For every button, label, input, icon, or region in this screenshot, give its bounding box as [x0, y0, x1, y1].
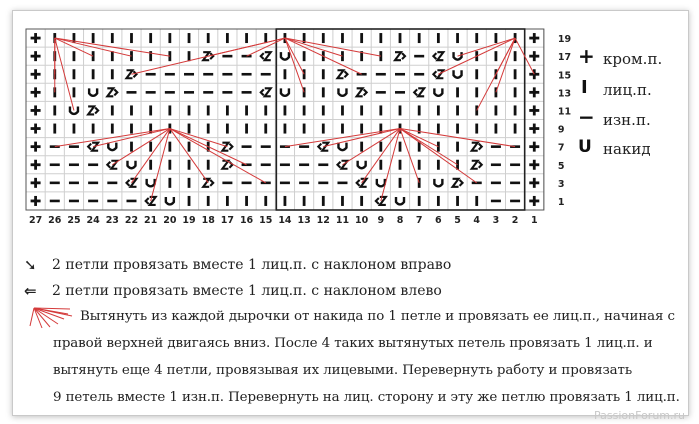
yarn-over-icon	[358, 161, 366, 169]
purl-stitch-icon	[318, 182, 328, 185]
knit-stitch-icon	[495, 105, 498, 115]
knit-stitch-icon	[514, 105, 517, 115]
right-slant-decrease-icon	[395, 52, 405, 60]
pull-through-line	[438, 38, 515, 74]
column-number: 27	[28, 215, 43, 226]
row-number: 1	[557, 196, 565, 208]
purl-stitch-icon	[395, 91, 405, 94]
knit-stitch-icon	[322, 124, 325, 134]
column-number: 2	[511, 215, 519, 226]
knit-stitch-icon	[168, 178, 171, 188]
knit-stitch-icon	[360, 33, 363, 43]
yarn-over-icon	[338, 88, 346, 96]
knit-stitch-icon	[322, 105, 325, 115]
purl-stitch-icon	[491, 182, 501, 185]
column-number: 4	[473, 215, 481, 226]
purl-stitch-icon	[510, 200, 520, 203]
knit-stitch-icon	[303, 196, 306, 206]
knit-stitch-icon	[188, 160, 191, 170]
knit-stitch-icon	[360, 105, 363, 115]
purl-stitch-icon	[242, 182, 252, 185]
purl-stitch-icon	[242, 91, 252, 94]
edge-stitch-icon	[533, 142, 536, 152]
purl-stitch-icon: −	[578, 105, 595, 129]
left-slant-decrease-icon	[261, 88, 271, 96]
edge-stitch-icon	[533, 124, 536, 134]
column-number: 8	[396, 215, 404, 226]
edge-stitch-icon	[34, 142, 37, 152]
row-number: 9	[557, 124, 565, 136]
knit-stitch-icon	[264, 33, 267, 43]
key-description-line-3: вытянуть еще 4 петли, провязывая их лицевыми. Перевернуть работу и провязать	[53, 363, 633, 378]
column-number: 18	[201, 215, 215, 226]
column-number: 13	[297, 215, 311, 226]
edge-stitch-icon	[34, 178, 37, 188]
knit-stitch-icon	[322, 69, 325, 79]
pull-through-fan-icon	[28, 306, 74, 330]
row-number: 19	[557, 34, 572, 46]
purl-stitch-icon	[299, 182, 309, 185]
legend-label-purl: изн.п.	[603, 111, 651, 129]
column-number: 3	[492, 215, 500, 226]
knit-stitch-icon	[130, 142, 133, 152]
right-slant-decrease-icon	[337, 70, 347, 78]
knit-stitch-icon	[456, 105, 459, 115]
column-number: 17	[220, 215, 235, 226]
edge-stitch-icon	[34, 33, 37, 43]
edge-stitch-icon	[34, 69, 37, 79]
knit-stitch-icon	[322, 87, 325, 97]
yarn-over-icon	[108, 143, 116, 151]
knit-stitch-icon	[188, 196, 191, 206]
legend-label-knit: лиц.п.	[603, 81, 652, 99]
purl-stitch-icon	[491, 145, 501, 148]
yarn-over-icon	[127, 161, 135, 169]
left-slant-decrease-icon	[414, 88, 424, 96]
edge-stitch-icon	[533, 33, 536, 43]
knit-stitch-icon	[437, 33, 440, 43]
knit-stitch-icon	[379, 142, 382, 152]
purl-stitch-icon	[203, 91, 213, 94]
right-slant-decrease-icon	[453, 179, 463, 187]
knit-stitch-icon	[111, 124, 114, 134]
purl-stitch-icon	[376, 91, 386, 94]
knit-stitch-icon	[92, 33, 95, 43]
knit-stitch-icon	[188, 124, 191, 134]
knit-stitch-icon	[245, 33, 248, 43]
knit-stitch-icon	[245, 196, 248, 206]
knit-stitch-icon	[284, 69, 287, 79]
edge-stitch-icon	[533, 51, 536, 61]
knit-stitch-icon	[73, 51, 76, 61]
knit-stitch-icon	[437, 196, 440, 206]
knit-stitch-icon	[514, 87, 517, 97]
yarn-over-icon	[147, 179, 155, 187]
purl-stitch-icon	[184, 73, 194, 76]
purl-stitch-icon	[146, 73, 156, 76]
key-description-line-2: правой верхней двигаясь вниз. После 4 таких вытянутых петель провязать 1 лиц.п. и	[53, 336, 653, 351]
knit-stitch-icon	[73, 69, 76, 79]
yarn-over-icon: U	[578, 137, 592, 157]
column-number: 11	[335, 215, 350, 226]
knit-stitch-icon	[456, 124, 459, 134]
knit-stitch-icon	[514, 51, 517, 61]
purl-stitch-icon	[337, 182, 347, 185]
edge-stitch-icon: +	[578, 44, 595, 68]
knit-stitch-icon	[475, 87, 478, 97]
purl-stitch-icon	[491, 200, 501, 203]
yarn-over-icon	[166, 197, 174, 205]
yarn-over-icon	[338, 143, 346, 151]
knit-stitch-icon	[168, 105, 171, 115]
knit-stitch-icon	[379, 160, 382, 170]
knit-stitch-icon	[92, 69, 95, 79]
right-slant-decrease-icon: ➘	[24, 256, 37, 274]
right-slant-decrease-icon	[88, 106, 98, 114]
yarn-over-icon	[377, 179, 385, 187]
knit-stitch-icon	[264, 196, 267, 206]
edge-stitch-icon	[34, 160, 37, 170]
column-number: 23	[105, 215, 119, 226]
knit-stitch-icon	[284, 196, 287, 206]
knit-stitch-icon	[475, 33, 478, 43]
knit-stitch-icon	[73, 124, 76, 134]
column-number: 14	[278, 215, 292, 226]
knit-stitch-icon	[168, 33, 171, 43]
knit-stitch-icon	[188, 142, 191, 152]
purl-stitch-icon	[69, 182, 79, 185]
purl-stitch-icon	[88, 200, 98, 203]
left-slant-decrease-icon: ⇐	[24, 282, 37, 300]
right-slant-decrease-icon	[107, 88, 117, 96]
purl-stitch-icon	[222, 91, 232, 94]
left-slant-decrease-icon	[261, 52, 271, 60]
knit-stitch-icon	[514, 69, 517, 79]
watermark: PassionForum.ru	[594, 409, 685, 422]
row-number: 15	[557, 70, 572, 82]
knit-stitch-icon	[149, 105, 152, 115]
column-number: 15	[259, 215, 273, 226]
purl-stitch-icon	[69, 200, 79, 203]
knit-stitch-icon	[111, 105, 114, 115]
yarn-over-icon	[281, 88, 289, 96]
legend-label-yarn-over: накид	[603, 140, 651, 158]
column-number: 6	[435, 215, 442, 226]
purl-stitch-icon	[50, 163, 60, 166]
purl-stitch-icon	[222, 182, 232, 185]
purl-stitch-icon	[280, 163, 290, 166]
knit-stitch-icon	[188, 105, 191, 115]
purl-stitch-icon	[299, 145, 309, 148]
knit-stitch-icon	[226, 33, 229, 43]
knit-stitch-icon	[226, 124, 229, 134]
yarn-over-icon	[89, 88, 97, 96]
knit-stitch-icon	[53, 124, 56, 134]
key-left-slant: 2 петли провязать вместе 1 лиц.п. с наклоном влево	[52, 283, 442, 299]
purl-stitch-icon	[280, 182, 290, 185]
knit-stitch-icon	[226, 196, 229, 206]
edge-stitch-icon	[34, 105, 37, 115]
purl-stitch-icon	[242, 73, 252, 76]
knit-stitch-icon	[399, 105, 402, 115]
knit-stitch-icon	[149, 160, 152, 170]
knit-stitch-icon	[437, 124, 440, 134]
column-number: 10	[355, 215, 369, 226]
knit-stitch-icon	[322, 33, 325, 43]
knit-stitch-icon	[341, 196, 344, 206]
purl-stitch-icon	[510, 182, 520, 185]
knit-stitch-icon	[399, 33, 402, 43]
knit-stitch-icon	[111, 69, 114, 79]
yarn-over-icon	[434, 88, 442, 96]
row-number: 17	[557, 52, 572, 64]
knit-stitch-icon	[284, 124, 287, 134]
edge-stitch-icon	[533, 196, 536, 206]
knit-stitch-icon	[245, 124, 248, 134]
knit-stitch-icon	[168, 142, 171, 152]
knit-stitch-icon	[73, 87, 76, 97]
purl-stitch-icon	[184, 91, 194, 94]
row-number: 5	[557, 160, 565, 172]
edge-stitch-icon	[34, 51, 37, 61]
pull-through-line	[170, 129, 247, 165]
knit-stitch-icon	[418, 105, 421, 115]
purl-stitch-icon	[107, 182, 117, 185]
right-slant-decrease-icon	[222, 161, 232, 169]
knit-stitch-icon	[437, 160, 440, 170]
purl-stitch-icon	[414, 55, 424, 58]
edge-stitch-icon	[34, 87, 37, 97]
edge-stitch-icon	[533, 87, 536, 97]
knit-stitch-icon	[303, 105, 306, 115]
knit-stitch-icon	[399, 160, 402, 170]
key-right-slant: 2 петли провязать вместе 1 лиц.п. с наклоном вправо	[52, 257, 452, 273]
knit-stitch-icon	[284, 105, 287, 115]
knit-stitch-icon	[360, 196, 363, 206]
right-slant-decrease-icon	[357, 88, 367, 96]
column-number: 7	[415, 215, 423, 226]
knit-stitch-icon	[475, 124, 478, 134]
knit-stitch-icon	[379, 105, 382, 115]
knit-stitch-icon	[341, 33, 344, 43]
purl-stitch-icon	[88, 163, 98, 166]
knit-stitch-icon	[418, 160, 421, 170]
purl-stitch-icon	[395, 73, 405, 76]
purl-stitch-icon	[318, 163, 328, 166]
knit-stitch-icon	[53, 105, 56, 115]
purl-stitch-icon	[414, 73, 424, 76]
purl-stitch-icon	[126, 91, 136, 94]
knit-stitch-icon: I	[581, 77, 588, 98]
key-description-line-4: 9 петель вместе 1 изн.п. Перевернуть на лиц. сторону и эту же петлю провязать 1 лиц.п.	[53, 390, 680, 405]
knit-stitch-icon	[379, 33, 382, 43]
knit-stitch-icon	[168, 160, 171, 170]
purl-stitch-icon	[88, 182, 98, 185]
column-number: 25	[67, 215, 81, 226]
yarn-over-icon	[281, 52, 289, 60]
knit-stitch-icon	[514, 124, 517, 134]
knit-stitch-icon	[130, 105, 133, 115]
knit-stitch-icon	[303, 124, 306, 134]
edge-stitch-icon	[533, 178, 536, 188]
knit-stitch-icon	[456, 196, 459, 206]
knit-stitch-icon	[226, 105, 229, 115]
column-number: 21	[144, 215, 158, 226]
knit-stitch-icon	[130, 124, 133, 134]
knit-stitch-icon	[495, 51, 498, 61]
right-slant-decrease-icon	[472, 143, 482, 151]
purl-stitch-icon	[510, 163, 520, 166]
knit-stitch-icon	[188, 178, 191, 188]
purl-stitch-icon	[146, 91, 156, 94]
purl-stitch-icon	[261, 145, 271, 148]
knit-stitch-icon	[456, 33, 459, 43]
right-slant-decrease-icon	[472, 161, 482, 169]
knit-stitch-icon	[418, 33, 421, 43]
knit-stitch-icon	[360, 142, 363, 152]
key-description-line-1: Вытянуть из каждой дырочки от накида по 1 петле и провязать ее лиц.п., начиная с	[80, 309, 675, 324]
row-number: 13	[557, 88, 572, 100]
knit-stitch-icon	[399, 178, 402, 188]
edge-stitch-icon	[533, 160, 536, 170]
purl-stitch-icon	[261, 73, 271, 76]
purl-stitch-icon	[242, 145, 252, 148]
purl-stitch-icon	[107, 200, 117, 203]
knit-stitch-icon	[207, 196, 210, 206]
knit-stitch-icon	[495, 124, 498, 134]
knit-stitch-icon	[149, 142, 152, 152]
row-number: 3	[557, 178, 565, 190]
column-number: 24	[86, 215, 100, 226]
left-slant-decrease-icon	[433, 52, 443, 60]
knit-stitch-icon	[360, 124, 363, 134]
column-number: 22	[124, 215, 139, 226]
purl-stitch-icon	[50, 200, 60, 203]
knit-stitch-icon	[475, 69, 478, 79]
column-number: 5	[454, 215, 461, 226]
knit-stitch-icon	[92, 124, 95, 134]
knit-stitch-icon	[111, 51, 114, 61]
knit-stitch-icon	[111, 33, 114, 43]
knit-stitch-icon	[264, 105, 267, 115]
knit-stitch-icon	[341, 124, 344, 134]
knit-stitch-icon	[475, 196, 478, 206]
column-number: 16	[239, 215, 254, 226]
knit-stitch-icon	[188, 51, 191, 61]
legend-label-edge: кром.п.	[603, 50, 663, 68]
column-number: 19	[182, 215, 196, 226]
pull-through-line	[285, 38, 362, 74]
edge-stitch-icon	[34, 124, 37, 134]
knit-stitch-icon	[341, 105, 344, 115]
column-number: 12	[316, 215, 330, 226]
edge-stitch-icon	[34, 196, 37, 206]
purl-stitch-icon	[165, 73, 175, 76]
knit-stitch-icon	[322, 196, 325, 206]
knit-stitch-icon	[207, 160, 210, 170]
yarn-over-icon	[396, 197, 404, 205]
knit-stitch-icon	[475, 105, 478, 115]
knit-stitch-icon	[149, 33, 152, 43]
knit-stitch-icon	[418, 196, 421, 206]
column-number: 20	[163, 215, 177, 226]
knit-stitch-icon	[264, 124, 267, 134]
knit-stitch-icon	[303, 51, 306, 61]
knit-stitch-icon	[207, 33, 210, 43]
purl-stitch-icon	[203, 73, 213, 76]
purl-stitch-icon	[69, 163, 79, 166]
knit-stitch-icon	[456, 87, 459, 97]
row-number: 7	[557, 142, 565, 154]
purl-stitch-icon	[222, 55, 232, 58]
knit-stitch-icon	[456, 142, 459, 152]
knit-stitch-icon	[207, 105, 210, 115]
knit-stitch-icon	[495, 33, 498, 43]
edge-stitch-icon	[533, 105, 536, 115]
purl-stitch-icon	[222, 73, 232, 76]
pull-through-line	[477, 38, 515, 110]
purl-stitch-icon	[376, 73, 386, 76]
column-number: 26	[48, 215, 62, 226]
purl-stitch-icon	[165, 91, 175, 94]
column-number: 9	[377, 215, 385, 226]
knit-stitch-icon	[399, 142, 402, 152]
knit-stitch-icon	[245, 105, 248, 115]
yarn-over-icon	[434, 179, 442, 187]
yarn-over-icon	[454, 70, 462, 78]
knit-stitch-icon	[207, 124, 210, 134]
purl-stitch-icon	[261, 163, 271, 166]
purl-stitch-icon	[69, 145, 79, 148]
column-number: 1	[530, 215, 538, 226]
purl-stitch-icon	[299, 163, 309, 166]
knit-stitch-icon	[130, 33, 133, 43]
purl-stitch-icon	[50, 182, 60, 185]
purl-stitch-icon	[126, 200, 136, 203]
knit-stitch-icon	[188, 33, 191, 43]
row-number: 11	[557, 106, 572, 118]
purl-stitch-icon	[491, 163, 501, 166]
knit-stitch-icon	[437, 105, 440, 115]
